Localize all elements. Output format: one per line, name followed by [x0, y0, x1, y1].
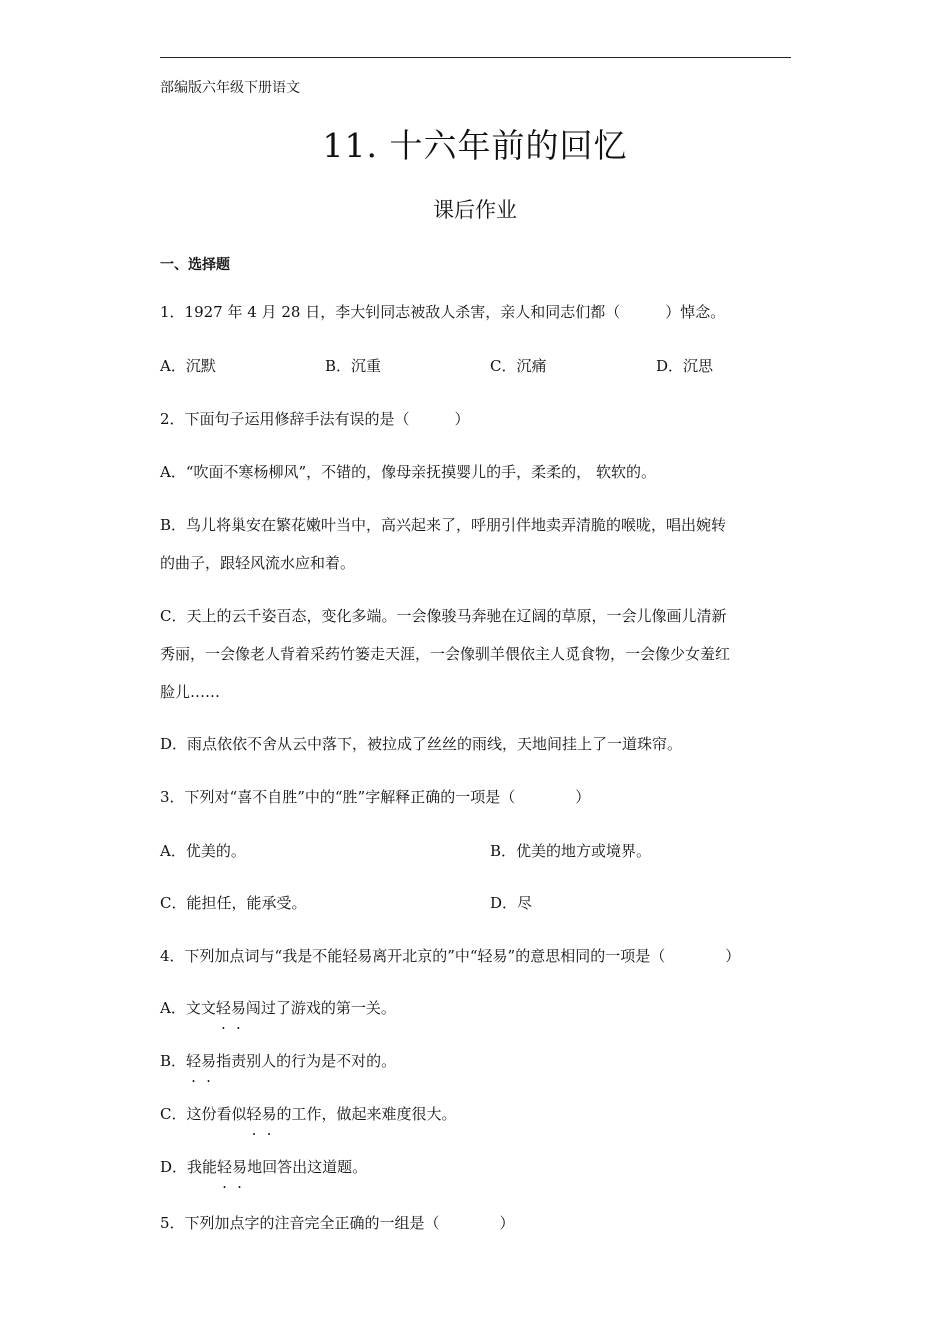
emphasis-dot-char: 轻	[186, 1052, 202, 1070]
q4-c-suffix: 的工作，做起来难度很大。	[276, 1105, 457, 1123]
q4-option-a	[160, 997, 396, 1018]
header-text: 部编版六年级下册语文	[160, 80, 300, 96]
q4-c-prefix: C．这份看似	[160, 1105, 247, 1123]
q4-option-c	[160, 1103, 457, 1124]
q1-option-b: B．沉重	[325, 357, 382, 375]
q4-b-prefix: B．	[160, 1052, 187, 1070]
q4-d-suffix: 地回答出这道题。	[247, 1158, 368, 1176]
q4-a-suffix: 闯过了游戏的第一关。	[245, 999, 396, 1017]
q1-stem: 1．1927 年 4 月 28 日，李大钊同志被敌人杀害，亲人和同志们都（ ）悼念。	[160, 303, 726, 321]
q4-a-dotted-word	[216, 999, 246, 1017]
q3-option-c: C．能担任，能承受。	[160, 894, 307, 912]
q4-option-b	[160, 1050, 396, 1071]
q1-option-d: D．沉思	[656, 357, 714, 375]
q4-option-d	[160, 1156, 367, 1177]
emphasis-dot-char: 易	[261, 1105, 277, 1123]
q2-option-c-line3: 脸儿……	[160, 683, 221, 701]
emphasis-dot-char: 轻	[215, 999, 231, 1017]
header-rule	[160, 57, 791, 58]
q4-c-dotted-word	[246, 1105, 276, 1123]
q2-option-b-line2: 的曲子，跟轻风流水应和着。	[160, 554, 356, 572]
emphasis-dot-char: 易	[232, 1158, 248, 1176]
q2-option-c-line1: C．天上的云千姿百态，变化多端。一会像骏马奔驰在辽阔的草原，一会儿像画儿清新	[160, 607, 727, 625]
page-title: 11. 十六年前的回忆	[322, 126, 628, 165]
emphasis-dot-char: 轻	[246, 1105, 262, 1123]
q4-stem: 4．下列加点词与“我是不能轻易离开北京的”中“轻易”的意思相同的一项是（ ）	[160, 947, 741, 965]
section-heading: 一、选择题	[160, 257, 230, 273]
emphasis-dot-char: 轻	[217, 1158, 233, 1176]
page-subtitle: 课后作业	[433, 198, 517, 222]
emphasis-dot-char: 易	[201, 1052, 217, 1070]
q4-b-suffix: 指责别人的行为是不对的。	[216, 1052, 397, 1070]
q4-a-prefix: A．文文	[160, 999, 216, 1017]
q2-stem: 2．下面句子运用修辞手法有误的是（ ）	[160, 410, 470, 428]
q3-stem: 3．下列对“喜不自胜”中的“胜”字解释正确的一项是（ ）	[160, 788, 591, 806]
q4-d-dotted-word	[217, 1158, 247, 1176]
q2-option-c-line2: 秀丽，一会像老人背着采药竹篓走天涯，一会像驯羊偎依主人觅食物，一会像少女羞红	[160, 645, 731, 663]
q1-option-a: A．沉默	[160, 357, 216, 375]
q3-option-b: B．优美的地方或境界。	[490, 842, 652, 860]
q3-option-a: A．优美的。	[160, 842, 246, 860]
q4-d-prefix: D．我能	[160, 1158, 218, 1176]
q2-option-b-line1: B．鸟儿将巢安在繁花嫩叶当中，高兴起来了，呼朋引伴地卖弄清脆的喉咙，唱出婉转	[160, 516, 727, 534]
q4-b-dotted-word	[186, 1052, 216, 1070]
q3-option-d: D．尽	[490, 894, 533, 912]
q1-option-c: C．沉痛	[490, 357, 547, 375]
q5-stem: 5．下列加点字的注音完全正确的一组是（ ）	[160, 1214, 515, 1232]
q2-option-a: A．“吹面不寒杨柳风”，不错的，像母亲抚摸婴儿的手，柔柔的， 软软的。	[160, 463, 656, 481]
emphasis-dot-char: 易	[230, 999, 246, 1017]
q2-option-d: D．雨点依依不舍从云中落下，被拉成了丝丝的雨线，天地间挂上了一道珠帘。	[160, 735, 683, 753]
